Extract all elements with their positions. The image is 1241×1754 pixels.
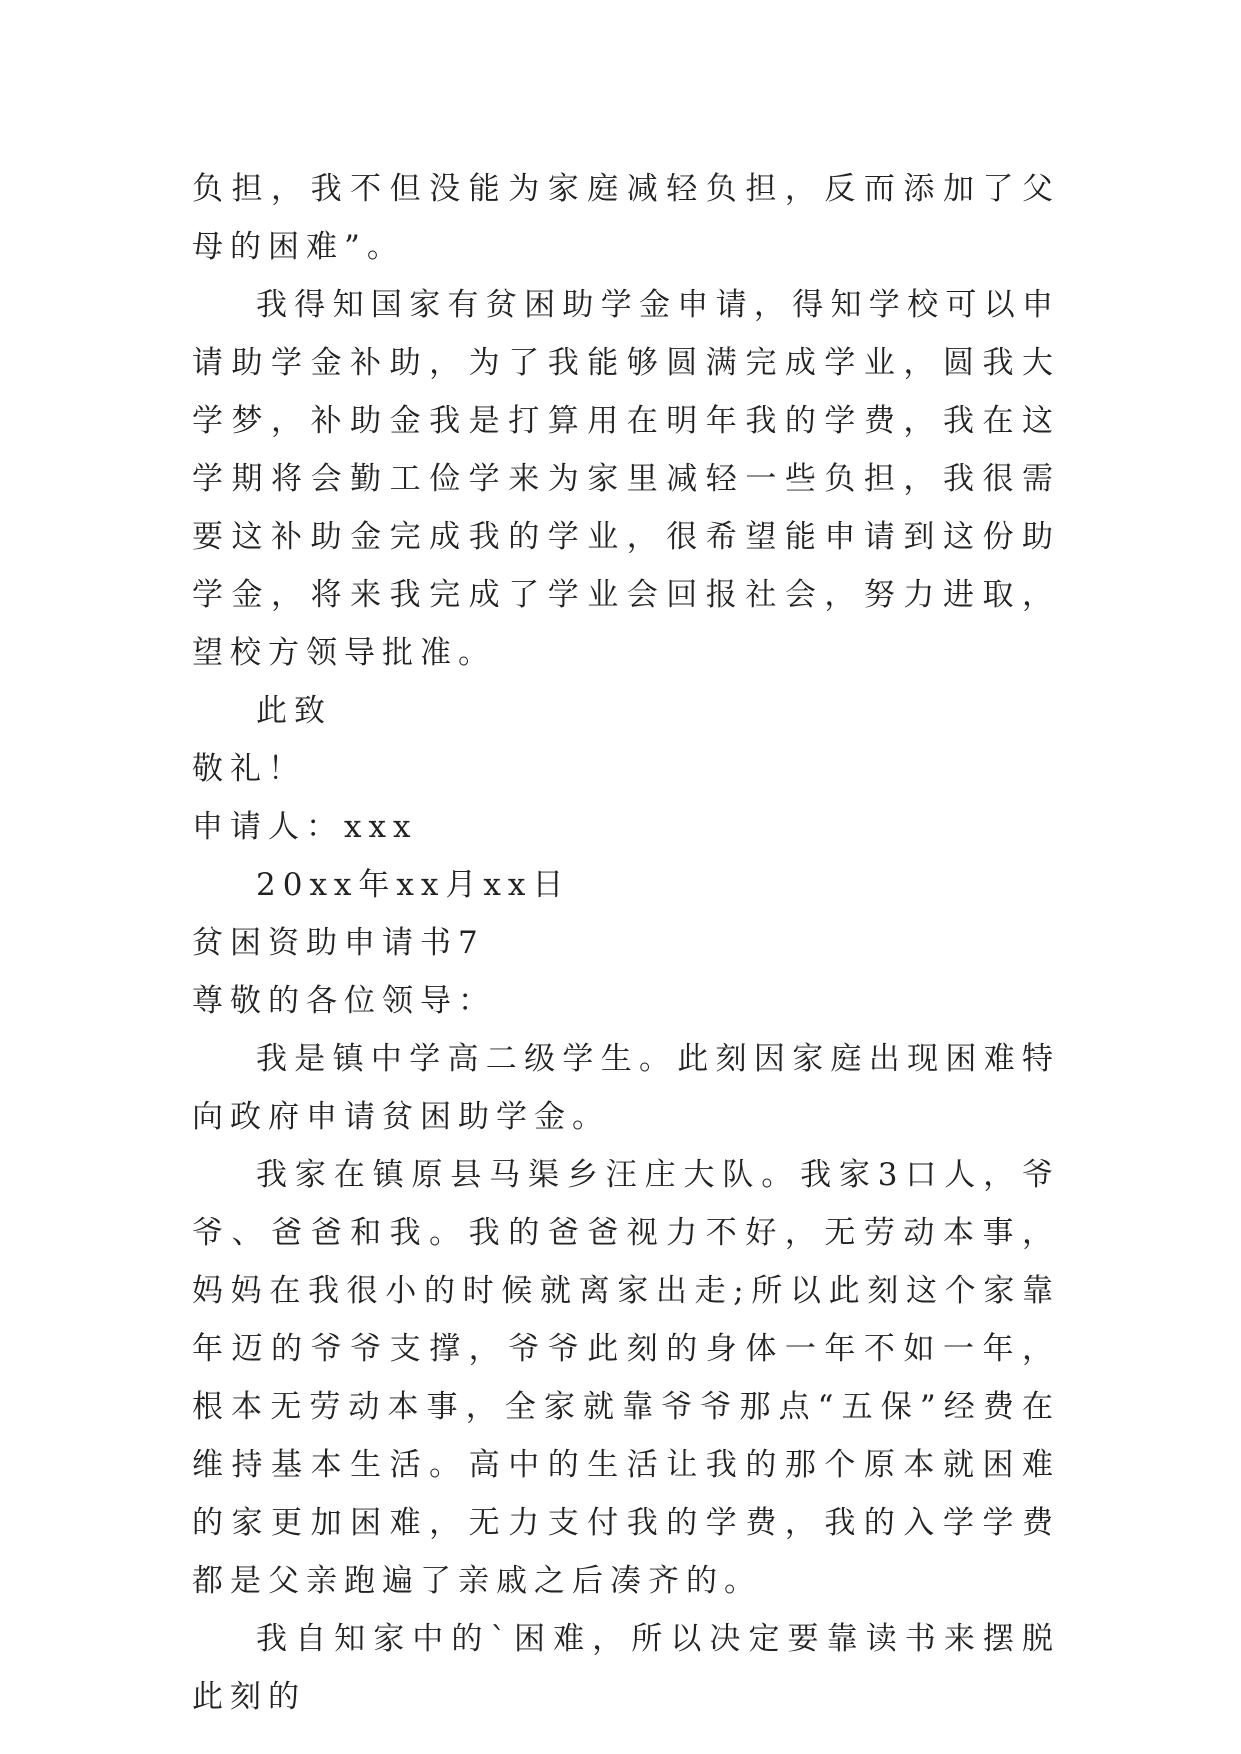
paragraph-intro: 我是镇中学高二级学生。此刻因家庭出现困难特向政府申请贫困助学金。 bbox=[192, 1041, 1060, 1135]
paragraph-application-reason: 我得知国家有贫困助学金申请，得知学校可以申请助学金补助，为了我能够圆满完成学业，圆我大学梦，补助金我是打算用在明年我的学费，我在这学期将会勤工俭学来为家里减轻一些负担，我很需要这补助金完成我的学业，很希望能申请到这份助学金，将来我完成了学业会回报社会，努力进取，望校方领导批准。 bbox=[192, 287, 1060, 671]
paragraph-determination: 我自知家中的`困难，所以决定要靠读书来摆脱此刻的 bbox=[192, 1621, 1060, 1715]
date-line: 20xx年xx月xx日 bbox=[256, 867, 571, 903]
section-title: 贫困资助申请书7 bbox=[192, 925, 485, 961]
greeting: 尊敬的各位领导： bbox=[192, 983, 496, 1019]
paragraph-continuation: 负担，我不但没能为家庭减轻负担，反而添加了父母的困难”。 bbox=[192, 171, 1060, 265]
closing-regards: 敬礼！ bbox=[192, 751, 306, 787]
closing-salutation: 此致 bbox=[256, 693, 332, 729]
document-body bbox=[192, 160, 1060, 1726]
applicant-line: 申请人：xxx bbox=[192, 809, 418, 845]
paragraph-family-situation: 我家在镇原县马渠乡汪庄大队。我家3口人，爷爷、爸爸和我。我的爸爸视力不好，无劳动本事，妈妈在我很小的时候就离家出走;所以此刻这个家靠年迈的爷爷支撑，爷爷此刻的身体一年不如一年，根本无劳动本事，全家就靠爷爷那点“五保”经费在维持基本生活。高中的生活让我的那个原本就困难的家更加困难，无力支付我的学费，我的入学学费都是父亲跑遍了亲戚之后凑齐的。 bbox=[192, 1157, 1060, 1599]
